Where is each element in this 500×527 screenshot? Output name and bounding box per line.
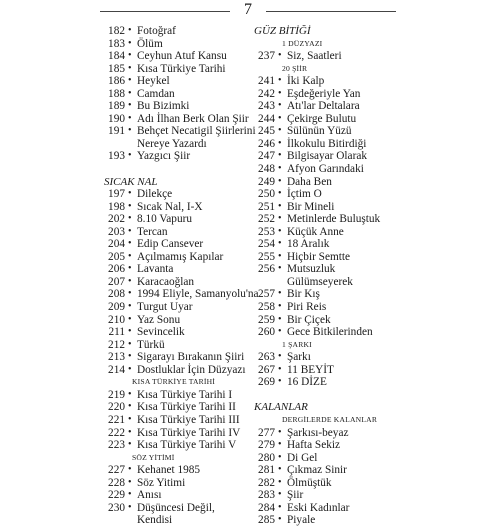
bullet-icon: • (128, 501, 132, 513)
toc-entry (254, 502, 454, 515)
entry-title: Dostluklar İçin Düzyazı (137, 363, 246, 376)
bullet-icon: • (128, 413, 132, 425)
page-ref: 227 (108, 464, 125, 477)
bullet-icon: • (128, 37, 132, 49)
bullet-icon: • (128, 200, 132, 212)
entry-title: Düşüncesi Değil, (137, 501, 215, 514)
toc-entry (254, 251, 454, 264)
toc-entry (254, 364, 454, 377)
entry-title: Hafta Sekiz (287, 439, 341, 452)
bullet-icon: • (278, 225, 282, 237)
entry-title: Çekirge Bulutu (287, 112, 357, 125)
page-ref: 254 (258, 238, 275, 251)
page-ref: 245 (258, 125, 275, 138)
bullet-icon: • (128, 112, 132, 124)
entry-title: Fotoğraf (137, 25, 176, 37)
page-ref: 203 (108, 225, 125, 238)
entry-title: Siz, Saatleri (287, 50, 342, 63)
page-ref: 285 (258, 514, 275, 527)
page-ref: 253 (258, 225, 275, 238)
entry-title: Sigarayı Bırakanın Şiiri (137, 351, 245, 364)
entry-title: Yaz Sonu (137, 313, 181, 326)
page-ref: 186 (108, 75, 125, 88)
entry-title: Mutsuzluk (287, 263, 336, 276)
page-ref: 267 (258, 363, 275, 376)
page-ref: 259 (258, 313, 275, 326)
bullet-icon: • (278, 301, 282, 313)
page-ref: 210 (108, 313, 125, 326)
bullet-icon: • (278, 439, 282, 451)
bullet-icon: • (128, 100, 132, 112)
page-ref: 219 (108, 388, 125, 401)
page-ref: 183 (108, 37, 125, 50)
toc-entry (254, 514, 454, 527)
entry-title: Turgut Uyar (137, 301, 193, 314)
bullet-icon: • (128, 439, 132, 451)
entry-title: Gece Bitkilerinden (287, 326, 373, 339)
subsection-heading (254, 63, 454, 76)
bullet-icon: • (278, 250, 282, 262)
page-ref: 204 (108, 238, 125, 251)
page-ref: 197 (108, 188, 125, 201)
page-ref: 208 (108, 288, 125, 301)
entry-title: Behçet Necatigil Şiirlerini (137, 125, 256, 138)
page-ref: 247 (258, 150, 275, 163)
entry-title: Ölüm (137, 37, 163, 50)
bullet-icon: • (278, 451, 282, 463)
bullet-icon: • (128, 363, 132, 375)
page-ref: 182 (108, 25, 125, 37)
bullet-icon: • (278, 351, 282, 363)
bullet-icon: • (278, 426, 282, 438)
bullet-icon: • (278, 514, 282, 526)
entry-title: Eski Kadınlar (287, 501, 350, 514)
toc-entry (254, 301, 454, 314)
entry-title: Kısa Türkiye Tarihi IV (137, 426, 241, 439)
bullet-icon: • (128, 351, 132, 363)
toc-entry (254, 100, 454, 113)
entry-title: Ceyhun Atuf Kansu (137, 50, 227, 63)
toc-right-column (254, 25, 454, 527)
entry-title-cont: Gülümseyerek (287, 275, 353, 288)
page-ref: 251 (258, 200, 275, 213)
bullet-icon: • (128, 401, 132, 413)
page-ref: 252 (258, 213, 275, 226)
entry-title: Edip Cansever (137, 238, 204, 251)
page-number: 7 (244, 1, 252, 18)
page-ref: 202 (108, 213, 125, 226)
entry-title: Sıcak Nal, I-X (137, 200, 203, 213)
entry-title: Ölmüştük (287, 476, 332, 489)
toc-entry (254, 201, 454, 214)
entry-title: Şarkı (287, 351, 311, 364)
page-ref: 191 (108, 125, 125, 138)
bullet-icon: • (278, 263, 282, 275)
bullet-icon: • (278, 125, 282, 137)
entry-title: Küçük Anne (287, 225, 344, 238)
toc-entry (254, 427, 454, 440)
entry-title: Di Gel (287, 451, 318, 464)
entry-title: İlkokulu Bitirdiği (287, 137, 367, 150)
entry-title: Tercan (137, 225, 168, 238)
bullet-icon: • (278, 150, 282, 162)
heading-text: GÜZ BİTİĞİ (254, 25, 311, 37)
entry-title: İki Kalp (287, 75, 325, 88)
toc-entry (254, 88, 454, 101)
entry-title: Şarkısı-beyaz (287, 426, 349, 439)
entry-title: Sülünün Yüzü (287, 125, 352, 138)
toc-entry (254, 238, 454, 251)
page-ref: 241 (258, 75, 275, 88)
page-ref: 229 (108, 489, 125, 502)
bullet-icon: • (278, 313, 282, 325)
entry-title: Lavanta (137, 263, 174, 276)
toc-entry (254, 50, 454, 63)
heading-text: KISA TÜRKİYE TARİHİ (132, 377, 216, 387)
toc-entry (254, 213, 454, 226)
bullet-icon: • (278, 100, 282, 112)
bullet-icon: • (128, 213, 132, 225)
page-ref: 221 (108, 413, 125, 426)
entry-title: Dilekçe (137, 188, 173, 201)
page-ref: 198 (108, 200, 125, 213)
page-ref: 213 (108, 351, 125, 364)
page-ref: 206 (108, 263, 125, 276)
page-ref: 282 (258, 476, 275, 489)
entry-title: Camdan (137, 87, 175, 100)
section-heading (254, 25, 454, 38)
page-ref: 277 (258, 426, 275, 439)
page-ref: 248 (258, 163, 275, 176)
page-ref: 243 (258, 100, 275, 113)
toc-entry (254, 263, 454, 276)
heading-text: SÖZ YİTİMİ (132, 452, 175, 462)
toc-entry (254, 439, 454, 452)
entry-title: Söz Yitimi (137, 476, 186, 489)
page-ref: 279 (258, 439, 275, 452)
bullet-icon: • (128, 489, 132, 501)
entry-title: Türkü (137, 338, 165, 351)
bullet-icon: • (128, 301, 132, 313)
entry-title: Atı'lar Deltalara (287, 100, 360, 113)
bullet-icon: • (128, 476, 132, 488)
bullet-icon: • (128, 75, 132, 87)
page-ref: 205 (108, 250, 125, 263)
bullet-icon: • (278, 163, 282, 175)
section-heading (254, 401, 454, 414)
bullet-icon: • (128, 62, 132, 74)
heading-text: KALANLAR (254, 401, 308, 414)
entry-title: Şiir (287, 489, 304, 502)
bullet-icon: • (278, 476, 282, 488)
bullet-icon: • (128, 125, 132, 137)
bullet-icon: • (128, 275, 132, 287)
bullet-icon: • (278, 50, 282, 62)
entry-title: Afyon Garındaki (287, 163, 364, 176)
toc-entry (254, 464, 454, 477)
bullet-icon: • (278, 75, 282, 87)
entry-title: Piri Reis (287, 301, 327, 314)
spacer (254, 389, 454, 402)
page-ref: 212 (108, 338, 125, 351)
bullet-icon: • (278, 489, 282, 501)
bullet-icon: • (128, 50, 132, 62)
entry-title: Açılmamış Kapılar (137, 250, 224, 263)
entry-title: Kısa Türkiye Tarihi II (137, 401, 236, 414)
header-rule-right (266, 11, 396, 12)
bullet-icon: • (128, 326, 132, 338)
bullet-icon: • (128, 388, 132, 400)
entry-title: 1994 Eliyle, Samanyolu'na (137, 288, 259, 301)
page-ref: 280 (258, 451, 275, 464)
page-ref: 242 (258, 87, 275, 100)
entry-title: Heykel (137, 75, 170, 88)
page-ref: 257 (258, 288, 275, 301)
bullet-icon: • (128, 150, 132, 162)
page-ref: 256 (258, 263, 275, 276)
page-ref: 249 (258, 175, 275, 188)
bullet-icon: • (128, 313, 132, 325)
page-ref: 230 (108, 501, 125, 514)
toc-entry (254, 75, 454, 88)
page-ref: 228 (108, 476, 125, 489)
entry-title: Kısa Türkiye Tarihi V (137, 439, 237, 452)
bullet-icon: • (278, 137, 282, 149)
heading-text: 20 ŞİİR (282, 63, 308, 73)
page-ref: 269 (258, 376, 275, 389)
entry-title: Bir Mineli (287, 200, 335, 213)
bullet-icon: • (278, 376, 282, 388)
bullet-icon: • (278, 200, 282, 212)
entry-title: İçtim O (287, 188, 322, 201)
bullet-icon: • (278, 501, 282, 513)
page-ref: 237 (258, 50, 275, 63)
page-ref: 193 (108, 150, 125, 163)
header-rule-left (100, 11, 230, 12)
entry-title: Kısa Türkiye Tarihi III (137, 413, 240, 426)
toc-entry (254, 326, 454, 339)
toc-entry (254, 477, 454, 490)
entry-title: 11 BEYİT (287, 363, 334, 376)
entry-title: Kısa Türkiye Tarihi I (137, 388, 233, 401)
bullet-icon: • (278, 175, 282, 187)
heading-text: 1 DÜZYAZI (282, 38, 323, 48)
bullet-icon: • (128, 338, 132, 350)
entry-title: Metinlerde Buluştuk (287, 213, 381, 226)
bullet-icon: • (278, 363, 282, 375)
entry-title: Karacaoğlan (137, 275, 195, 288)
bullet-icon: • (278, 112, 282, 124)
entry-title: Bu Bizimki (137, 100, 190, 113)
bullet-icon: • (278, 238, 282, 250)
toc-entry (254, 226, 454, 239)
entry-title: Sevincelik (137, 326, 185, 339)
bullet-icon: • (128, 25, 132, 36)
entry-title-cont: Kendisi (137, 514, 173, 527)
bullet-icon: • (128, 464, 132, 476)
subsection-heading (254, 339, 454, 352)
page-ref: 211 (108, 326, 125, 339)
page-ref: 189 (108, 100, 125, 113)
toc-entry (254, 163, 454, 176)
toc-entry (254, 176, 454, 189)
heading-text: SICAK NAL (104, 175, 158, 188)
heading-text: DERGİLERDE KALANLAR (282, 414, 378, 424)
page-ref: 255 (258, 250, 275, 263)
entry-title: Bilgisayar Olarak (287, 150, 367, 163)
toc-entry (254, 125, 454, 138)
bullet-icon: • (128, 188, 132, 200)
bullet-icon: • (278, 188, 282, 200)
heading-text: 1 ŞARKI (282, 339, 312, 349)
bullet-icon: • (278, 288, 282, 300)
toc-entry (254, 188, 454, 201)
page-ref: 246 (258, 137, 275, 150)
toc-entry (254, 150, 454, 163)
entry-title: Bir Çiçek (287, 313, 331, 326)
bullet-icon: • (128, 225, 132, 237)
page-ref: 263 (258, 351, 275, 364)
toc-entry (254, 113, 454, 126)
bullet-icon: • (128, 238, 132, 250)
page-ref: 260 (258, 326, 275, 339)
bullet-icon: • (128, 288, 132, 300)
entry-title: Kısa Türkiye Tarihi (137, 62, 226, 75)
bullet-icon: • (128, 87, 132, 99)
bullet-icon: • (278, 464, 282, 476)
bullet-icon: • (128, 426, 132, 438)
entry-title: Adı İlhan Berk Olan Şiir (137, 112, 249, 125)
page-ref: 214 (108, 363, 125, 376)
entry-title: Yazgıcı Şiir (137, 150, 191, 163)
entry-title: Hiçbir Semtte (287, 250, 351, 263)
entry-title: Piyale (287, 514, 316, 527)
entry-title: Çıkmaz Sinir (287, 464, 347, 477)
bullet-icon: • (278, 213, 282, 225)
entry-title: 16 DİZE (287, 376, 327, 389)
entry-title: Anısı (137, 489, 162, 502)
page-ref: 244 (258, 112, 275, 125)
toc-entry (254, 138, 454, 151)
entry-title: Daha Ben (287, 175, 332, 188)
bullet-icon: • (278, 87, 282, 99)
page-ref: 220 (108, 401, 125, 414)
bullet-icon: • (128, 263, 132, 275)
page-ref: 258 (258, 301, 275, 314)
page-ref: 222 (108, 426, 125, 439)
page-ref: 184 (108, 50, 125, 63)
subsection-heading (254, 414, 454, 427)
toc-entry-continuation (254, 276, 454, 289)
entry-title: Kehanet 1985 (137, 464, 201, 477)
bullet-icon: • (128, 250, 132, 262)
entry-title-cont: Nereye Yazardı (137, 137, 207, 150)
toc-entry (254, 314, 454, 327)
page-ref: 250 (258, 188, 275, 201)
bullet-icon: • (278, 326, 282, 338)
page-ref: 283 (258, 489, 275, 502)
page-ref: 209 (108, 301, 125, 314)
page-ref: 207 (108, 275, 125, 288)
page-ref: 185 (108, 62, 125, 75)
toc-entry (254, 452, 454, 465)
toc-entry (254, 351, 454, 364)
entry-title: Bir Kış (287, 288, 320, 301)
page-ref: 223 (108, 439, 125, 452)
toc-entry (254, 376, 454, 389)
page-ref: 188 (108, 87, 125, 100)
page-ref: 190 (108, 112, 125, 125)
page-ref: 281 (258, 464, 275, 477)
subsection-heading (254, 38, 454, 51)
page-ref: 284 (258, 501, 275, 514)
entry-title: 8.10 Vapuru (137, 213, 193, 226)
toc-entry (254, 288, 454, 301)
entry-title: 18 Aralık (287, 238, 330, 251)
entry-title: Eşdeğeriyle Yan (287, 87, 361, 100)
